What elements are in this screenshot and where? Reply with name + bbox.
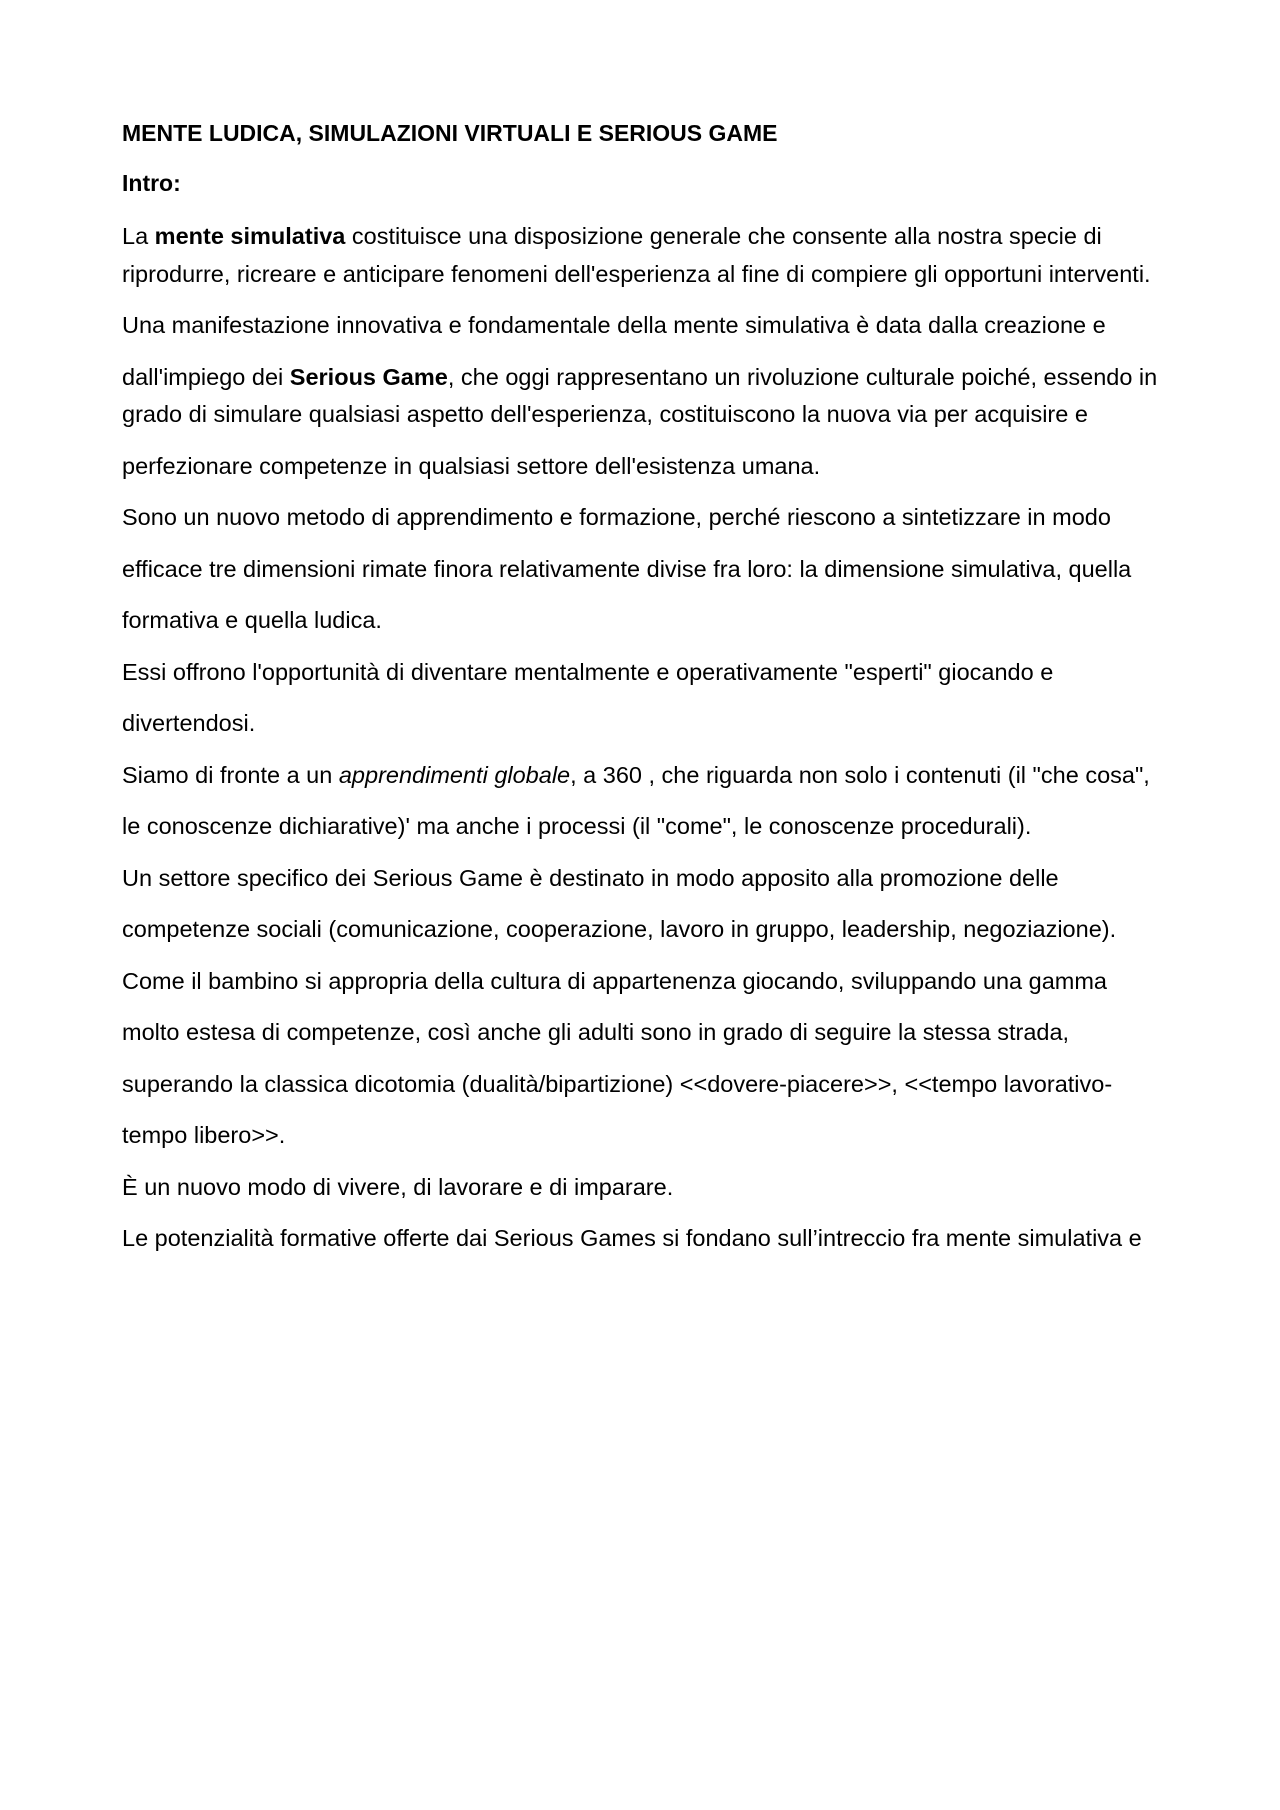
- paragraph-14: Come il bambino si appropria della cultura di appartenenza giocando, sviluppando una gamma: [122, 967, 1108, 994]
- paragraph-5: Sono un nuovo metodo di apprendimento e formazione, perché riescono a sintetizzare in modo: [122, 504, 1111, 530]
- document-title: MENTE LUDICA, SIMULAZIONI VIRTUALI E SERIOUS GAME: [122, 120, 778, 146]
- paragraph-17: tempo libero>>.: [122, 1122, 286, 1148]
- paragraph-15: molto estesa di competenze, così anche gli adulti sono in grado di seguire la stessa strada,: [122, 1019, 1070, 1045]
- paragraph-6: efficace tre dimensioni rimate finora relativamente divise fra loro: la dimensione simulativa, quella: [122, 555, 1132, 582]
- paragraph-10-text-c: , a 360 , che riguarda non solo i contenuti (il "che cosa",: [570, 761, 1150, 788]
- paragraph-1-text-a: La: [122, 223, 155, 249]
- intro-heading: Intro:: [122, 170, 181, 196]
- paragraph-4: perfezionare competenze in qualsiasi settore dell'esistenza umana.: [122, 452, 821, 479]
- paragraph-12: Un settore specifico dei Serious Game è destinato in modo apposito alla promozione delle: [122, 864, 1059, 891]
- paragraph-2: Una manifestazione innovativa e fondamentale della mente simulativa è data dalla creazione e: [122, 312, 1106, 338]
- document-body: [122, 118, 1172, 1272]
- paragraph-3: [122, 359, 1172, 434]
- paragraph-10-text-a: Siamo di fronte a un: [122, 761, 339, 788]
- paragraph-19: Le potenzialità formative offerte dai Serious Games si fondano sull’intreccio fra mente simulativa e: [122, 1225, 1142, 1251]
- paragraph-10-italic: apprendimenti globale: [338, 761, 571, 788]
- paragraph-7: formativa e quella ludica.: [122, 607, 382, 633]
- paragraph-1-text-c: costituisce una disposizione generale che consente alla nostra specie di riprodurre, ricreare e anticipare fenomeni dell'esperienza al fine di compiere gli opportuni interventi.: [122, 223, 1151, 287]
- paragraph-16: superando la classica dicotomia (dualità/bipartizione) <<dovere-piacere>>, <<tempo lavorativo-: [122, 1070, 1113, 1097]
- paragraph-13: competenze sociali (comunicazione, cooperazione, lavoro in gruppo, leadership, negoziazione).: [122, 916, 1117, 942]
- paragraph-1: [122, 218, 1172, 293]
- paragraph-8: Essi offrono l'opportunità di diventare mentalmente e operativamente "esperti" giocando e: [122, 658, 1054, 685]
- paragraph-11: le conoscenze dichiarative)' ma anche i processi (il "come", le conoscenze procedurali).: [122, 813, 1032, 839]
- paragraph-3-bold: Serious Game: [289, 363, 448, 390]
- paragraph-3-text-a: dall'impiego dei: [122, 363, 290, 390]
- paragraph-3-text-c: , che oggi rappresentano un rivoluzione culturale poiché, essendo in grado di simulare qualsiasi aspetto dell'esperienza, costituiscono la nuova via per acquisire e: [122, 363, 1158, 427]
- paragraph-10: [122, 757, 1172, 795]
- paragraph-9: divertendosi.: [122, 710, 256, 736]
- paragraph-18: È un nuovo modo di vivere, di lavorare e di imparare.: [122, 1173, 674, 1200]
- paragraph-1-bold: mente simulativa: [154, 223, 346, 249]
